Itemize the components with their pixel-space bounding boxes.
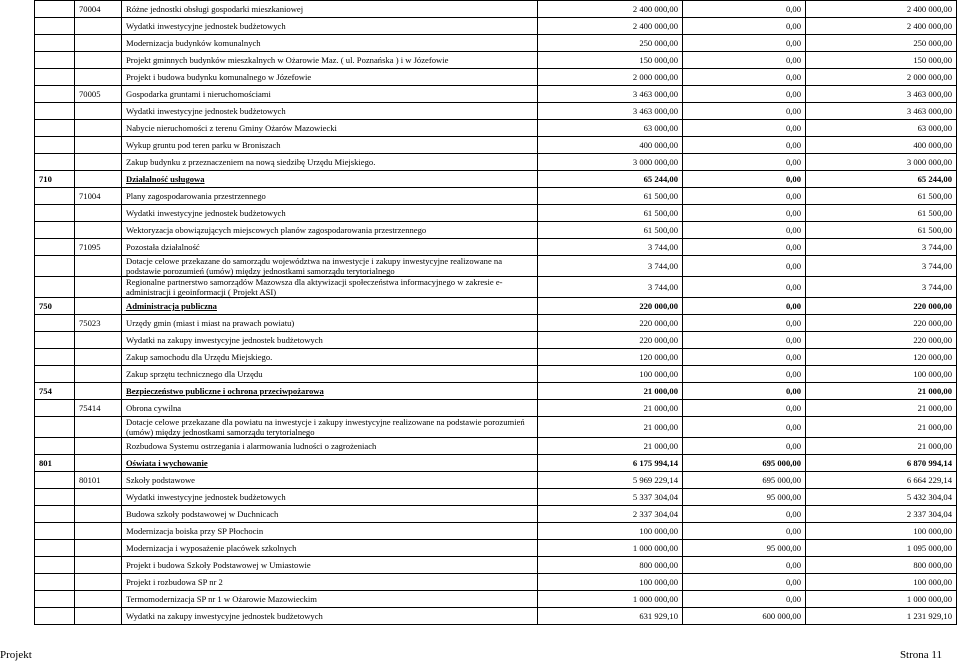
amount-after-cell: 3 744,00 — [806, 256, 957, 277]
amount-plan-cell: 3 744,00 — [538, 277, 683, 298]
dz-cell: 750 — [35, 298, 75, 315]
amount-after-cell: 120 000,00 — [806, 349, 957, 366]
amount-plan-cell: 631 929,10 — [538, 608, 683, 625]
amount-change-cell: 0,00 — [683, 574, 806, 591]
amount-change-cell: 0,00 — [683, 69, 806, 86]
description-cell: Rozbudowa Systemu ostrzegania i alarmowania ludności o zagrożeniach — [122, 438, 538, 455]
dz-cell — [35, 417, 75, 438]
rz-cell — [75, 52, 122, 69]
rz-cell — [75, 332, 122, 349]
dz-cell — [35, 489, 75, 506]
description-cell: Wydatki inwestycyjne jednostek budżetowych — [122, 205, 538, 222]
description-cell: Wydatki inwestycyjne jednostek budżetowych — [122, 18, 538, 35]
subsection-row — [35, 1, 957, 18]
amount-plan-cell: 63 000,00 — [538, 120, 683, 137]
amount-after-cell: 220 000,00 — [806, 298, 957, 315]
rz-cell: 75023 — [75, 315, 122, 332]
dz-cell: 710 — [35, 171, 75, 188]
dz-cell: 801 — [35, 455, 75, 472]
table-row — [35, 332, 957, 349]
rz-cell: 71004 — [75, 188, 122, 205]
dz-cell — [35, 52, 75, 69]
amount-after-cell: 3 744,00 — [806, 277, 957, 298]
amount-change-cell: 0,00 — [683, 35, 806, 52]
amount-change-cell: 0,00 — [683, 171, 806, 188]
rz-cell — [75, 574, 122, 591]
table-row — [35, 154, 957, 171]
amount-after-cell: 150 000,00 — [806, 52, 957, 69]
dz-cell — [35, 332, 75, 349]
amount-change-cell: 0,00 — [683, 438, 806, 455]
description-cell: Szkoły podstawowe — [122, 472, 538, 489]
description-cell: Projekt i budowa budynku komunalnego w Józefowie — [122, 69, 538, 86]
amount-plan-cell: 100 000,00 — [538, 574, 683, 591]
amount-plan-cell: 2 000 000,00 — [538, 69, 683, 86]
table-row — [35, 366, 957, 383]
rz-cell — [75, 540, 122, 557]
description-cell: Projekt gminnych budynków mieszkalnych w Ożarowie Maz. ( ul. Poznańska ) i w Józefowie — [122, 52, 538, 69]
description-cell: Wydatki inwestycyjne jednostek budżetowych — [122, 489, 538, 506]
amount-plan-cell: 220 000,00 — [538, 332, 683, 349]
amount-plan-cell: 3 463 000,00 — [538, 86, 683, 103]
dz-cell — [35, 472, 75, 489]
amount-change-cell: 0,00 — [683, 18, 806, 35]
amount-plan-cell: 3 463 000,00 — [538, 103, 683, 120]
amount-plan-cell: 61 500,00 — [538, 205, 683, 222]
amount-after-cell: 1 000 000,00 — [806, 591, 957, 608]
rz-cell — [75, 205, 122, 222]
description-cell: Działalność usługowa — [122, 171, 538, 188]
amount-change-cell: 0,00 — [683, 137, 806, 154]
amount-after-cell: 65 244,00 — [806, 171, 957, 188]
amount-change-cell: 0,00 — [683, 205, 806, 222]
dz-cell — [35, 315, 75, 332]
rz-cell — [75, 557, 122, 574]
amount-plan-cell: 6 175 994,14 — [538, 455, 683, 472]
rz-cell — [75, 349, 122, 366]
amount-after-cell: 5 432 304,04 — [806, 489, 957, 506]
amount-change-cell: 0,00 — [683, 86, 806, 103]
rz-cell — [75, 120, 122, 137]
amount-after-cell: 800 000,00 — [806, 557, 957, 574]
description-cell: Bezpieczeństwo publiczne i ochrona przeciwpożarowa — [122, 383, 538, 400]
dz-cell — [35, 188, 75, 205]
rz-cell — [75, 222, 122, 239]
rz-cell: 75414 — [75, 400, 122, 417]
amount-change-cell: 0,00 — [683, 383, 806, 400]
table-row — [35, 256, 957, 277]
dz-cell — [35, 277, 75, 298]
table-row — [35, 591, 957, 608]
description-cell: Dotacje celowe przekazane do samorządu województwa na inwestycje i zakupy inwestycyjne realizowane na podstawie porozumień (umów) między jednostkami samorządu terytorialnego — [122, 256, 538, 277]
amount-after-cell: 220 000,00 — [806, 315, 957, 332]
rz-cell — [75, 137, 122, 154]
table-row — [35, 103, 957, 120]
amount-after-cell: 3 463 000,00 — [806, 86, 957, 103]
amount-after-cell: 400 000,00 — [806, 137, 957, 154]
amount-plan-cell: 220 000,00 — [538, 315, 683, 332]
amount-plan-cell: 61 500,00 — [538, 222, 683, 239]
description-cell: Wydatki na zakupy inwestycyjne jednostek budżetowych — [122, 332, 538, 349]
subsection-row — [35, 472, 957, 489]
rz-cell — [75, 298, 122, 315]
rz-cell — [75, 383, 122, 400]
amount-plan-cell: 3 000 000,00 — [538, 154, 683, 171]
section-row — [35, 383, 957, 400]
dz-cell — [35, 438, 75, 455]
description-cell: Projekt i rozbudowa SP nr 2 — [122, 574, 538, 591]
amount-after-cell: 3 000 000,00 — [806, 154, 957, 171]
dz-cell — [35, 557, 75, 574]
amount-change-cell: 0,00 — [683, 400, 806, 417]
amount-plan-cell: 61 500,00 — [538, 188, 683, 205]
amount-plan-cell: 65 244,00 — [538, 171, 683, 188]
rz-cell — [75, 366, 122, 383]
section-row — [35, 455, 957, 472]
description-cell: Pozostała działalność — [122, 239, 538, 256]
dz-cell — [35, 366, 75, 383]
amount-plan-cell: 100 000,00 — [538, 523, 683, 540]
description-cell: Zakup samochodu dla Urzędu Miejskiego. — [122, 349, 538, 366]
amount-after-cell: 2 400 000,00 — [806, 1, 957, 18]
dz-cell — [35, 222, 75, 239]
rz-cell: 71095 — [75, 239, 122, 256]
amount-plan-cell: 3 744,00 — [538, 239, 683, 256]
dz-cell: 754 — [35, 383, 75, 400]
subsection-row — [35, 239, 957, 256]
rz-cell — [75, 103, 122, 120]
amount-change-cell: 0,00 — [683, 256, 806, 277]
table-row — [35, 222, 957, 239]
rz-cell: 70004 — [75, 1, 122, 18]
amount-after-cell: 21 000,00 — [806, 417, 957, 438]
footer-project-label: Projekt — [0, 649, 32, 661]
amount-change-cell: 0,00 — [683, 591, 806, 608]
description-cell: Wydatki na zakupy inwestycyjne jednostek budżetowych — [122, 608, 538, 625]
table-row — [35, 489, 957, 506]
table-row — [35, 540, 957, 557]
dz-cell — [35, 137, 75, 154]
dz-cell — [35, 69, 75, 86]
section-row — [35, 171, 957, 188]
amount-plan-cell: 5 969 229,14 — [538, 472, 683, 489]
amount-change-cell: 0,00 — [683, 120, 806, 137]
amount-change-cell: 0,00 — [683, 349, 806, 366]
table-row — [35, 349, 957, 366]
subsection-row — [35, 86, 957, 103]
table-row — [35, 506, 957, 523]
rz-cell — [75, 489, 122, 506]
amount-change-cell: 695 000,00 — [683, 472, 806, 489]
description-cell: Obrona cywilna — [122, 400, 538, 417]
amount-plan-cell: 21 000,00 — [538, 383, 683, 400]
table-row — [35, 205, 957, 222]
amount-after-cell: 250 000,00 — [806, 35, 957, 52]
amount-plan-cell: 21 000,00 — [538, 400, 683, 417]
dz-cell — [35, 591, 75, 608]
amount-plan-cell: 3 744,00 — [538, 256, 683, 277]
amount-after-cell: 1 231 929,10 — [806, 608, 957, 625]
section-row — [35, 298, 957, 315]
amount-change-cell: 0,00 — [683, 506, 806, 523]
rz-cell — [75, 18, 122, 35]
table-row — [35, 120, 957, 137]
amount-after-cell: 21 000,00 — [806, 438, 957, 455]
rz-cell — [75, 69, 122, 86]
rz-cell — [75, 523, 122, 540]
amount-change-cell: 0,00 — [683, 239, 806, 256]
rz-cell — [75, 35, 122, 52]
subsection-row — [35, 188, 957, 205]
amount-change-cell: 0,00 — [683, 298, 806, 315]
dz-cell — [35, 349, 75, 366]
amount-after-cell: 2 337 304,04 — [806, 506, 957, 523]
description-cell: Modernizacja i wyposażenie placówek szkolnych — [122, 540, 538, 557]
amount-plan-cell: 220 000,00 — [538, 298, 683, 315]
amount-after-cell: 63 000,00 — [806, 120, 957, 137]
dz-cell — [35, 523, 75, 540]
rz-cell — [75, 154, 122, 171]
description-cell: Wykup gruntu pod teren parku w Broniszach — [122, 137, 538, 154]
table-row — [35, 52, 957, 69]
description-cell: Urzędy gmin (miast i miast na prawach powiatu) — [122, 315, 538, 332]
description-cell: Plany zagospodarowania przestrzennego — [122, 188, 538, 205]
amount-change-cell: 0,00 — [683, 557, 806, 574]
amount-plan-cell: 2 400 000,00 — [538, 1, 683, 18]
amount-change-cell: 0,00 — [683, 523, 806, 540]
dz-cell — [35, 506, 75, 523]
rz-cell — [75, 506, 122, 523]
rz-cell — [75, 277, 122, 298]
amount-after-cell: 6 870 994,14 — [806, 455, 957, 472]
amount-after-cell: 21 000,00 — [806, 400, 957, 417]
table-row — [35, 608, 957, 625]
dz-cell — [35, 256, 75, 277]
amount-after-cell: 61 500,00 — [806, 222, 957, 239]
amount-plan-cell: 100 000,00 — [538, 366, 683, 383]
description-cell: Projekt i budowa Szkoły Podstawowej w Umiastowie — [122, 557, 538, 574]
amount-change-cell: 0,00 — [683, 222, 806, 239]
amount-plan-cell: 250 000,00 — [538, 35, 683, 52]
amount-after-cell: 3 744,00 — [806, 239, 957, 256]
table-row — [35, 35, 957, 52]
amount-change-cell: 95 000,00 — [683, 489, 806, 506]
budget-table — [34, 0, 957, 625]
amount-change-cell: 695 000,00 — [683, 455, 806, 472]
description-cell: Zakup budynku z przeznaczeniem na nową siedzibę Urzędu Miejskiego. — [122, 154, 538, 171]
dz-cell — [35, 120, 75, 137]
amount-plan-cell: 1 000 000,00 — [538, 540, 683, 557]
description-cell: Modernizacja boiska przy SP Płochocin — [122, 523, 538, 540]
amount-after-cell: 100 000,00 — [806, 574, 957, 591]
description-cell: Oświata i wychowanie — [122, 455, 538, 472]
table-row — [35, 277, 957, 298]
table-row — [35, 523, 957, 540]
amount-after-cell: 6 664 229,14 — [806, 472, 957, 489]
amount-after-cell: 100 000,00 — [806, 366, 957, 383]
rz-cell — [75, 608, 122, 625]
amount-plan-cell: 120 000,00 — [538, 349, 683, 366]
description-cell: Termomodernizacja SP nr 1 w Ożarowie Mazowieckim — [122, 591, 538, 608]
dz-cell — [35, 86, 75, 103]
amount-after-cell: 2 000 000,00 — [806, 69, 957, 86]
description-cell: Regionalne partnerstwo samorządów Mazowsza dla aktywizacji społeczeństwa informacyjnego w zakresie e-administracji i geoinformacji ( Projekt ASI) — [122, 277, 538, 298]
subsection-row — [35, 400, 957, 417]
amount-after-cell: 100 000,00 — [806, 523, 957, 540]
rz-cell: 70005 — [75, 86, 122, 103]
dz-cell — [35, 540, 75, 557]
description-cell: Wektoryzacja obowiązujących miejscowych planów zagospodarowania przestrzennego — [122, 222, 538, 239]
amount-plan-cell: 2 337 304,04 — [538, 506, 683, 523]
dz-cell — [35, 574, 75, 591]
amount-plan-cell: 1 000 000,00 — [538, 591, 683, 608]
amount-after-cell: 61 500,00 — [806, 205, 957, 222]
dz-cell — [35, 1, 75, 18]
subsection-row — [35, 315, 957, 332]
description-cell: Wydatki inwestycyjne jednostek budżetowych — [122, 103, 538, 120]
dz-cell — [35, 608, 75, 625]
amount-change-cell: 95 000,00 — [683, 540, 806, 557]
dz-cell — [35, 103, 75, 120]
description-cell: Nabycie nieruchomości z terenu Gminy Ożarów Mazowiecki — [122, 120, 538, 137]
table-row — [35, 557, 957, 574]
table-row — [35, 417, 957, 438]
dz-cell — [35, 18, 75, 35]
amount-after-cell: 61 500,00 — [806, 188, 957, 205]
description-cell: Administracja publiczna — [122, 298, 538, 315]
amount-change-cell: 600 000,00 — [683, 608, 806, 625]
amount-change-cell: 0,00 — [683, 332, 806, 349]
dz-cell — [35, 154, 75, 171]
rz-cell — [75, 455, 122, 472]
footer-page-number: Strona 11 — [899, 649, 942, 661]
table-row — [35, 438, 957, 455]
description-cell: Zakup sprzętu technicznego dla Urzędu — [122, 366, 538, 383]
amount-plan-cell: 2 400 000,00 — [538, 18, 683, 35]
rz-cell: 80101 — [75, 472, 122, 489]
rz-cell — [75, 171, 122, 188]
dz-cell — [35, 205, 75, 222]
amount-after-cell: 21 000,00 — [806, 383, 957, 400]
amount-plan-cell: 400 000,00 — [538, 137, 683, 154]
amount-change-cell: 0,00 — [683, 277, 806, 298]
amount-change-cell: 0,00 — [683, 103, 806, 120]
amount-change-cell: 0,00 — [683, 188, 806, 205]
amount-after-cell: 3 463 000,00 — [806, 103, 957, 120]
rz-cell — [75, 591, 122, 608]
amount-change-cell: 0,00 — [683, 154, 806, 171]
description-cell: Różne jednostki obsługi gospodarki mieszkaniowej — [122, 1, 538, 18]
amount-plan-cell: 21 000,00 — [538, 417, 683, 438]
rz-cell — [75, 256, 122, 277]
rz-cell — [75, 438, 122, 455]
dz-cell — [35, 35, 75, 52]
dz-cell — [35, 400, 75, 417]
amount-change-cell: 0,00 — [683, 366, 806, 383]
rz-cell — [75, 417, 122, 438]
amount-plan-cell: 5 337 304,04 — [538, 489, 683, 506]
amount-after-cell: 1 095 000,00 — [806, 540, 957, 557]
amount-change-cell: 0,00 — [683, 52, 806, 69]
amount-change-cell: 0,00 — [683, 1, 806, 18]
amount-after-cell: 2 400 000,00 — [806, 18, 957, 35]
table-row — [35, 69, 957, 86]
table-row — [35, 574, 957, 591]
dz-cell — [35, 239, 75, 256]
table-row — [35, 137, 957, 154]
table-row — [35, 18, 957, 35]
amount-plan-cell: 21 000,00 — [538, 438, 683, 455]
description-cell: Budowa szkoły podstawowej w Duchnicach — [122, 506, 538, 523]
amount-change-cell: 0,00 — [683, 315, 806, 332]
amount-plan-cell: 150 000,00 — [538, 52, 683, 69]
description-cell: Dotacje celowe przekazane dla powiatu na inwestycje i zakupy inwestycyjne realizowane na podstawie porozumień (umów) między jednostkami samorządu terytorialnego — [122, 417, 538, 438]
amount-after-cell: 220 000,00 — [806, 332, 957, 349]
description-cell: Gospodarka gruntami i nieruchomościami — [122, 86, 538, 103]
amount-change-cell: 0,00 — [683, 417, 806, 438]
description-cell: Modernizacja budynków komunalnych — [122, 35, 538, 52]
amount-plan-cell: 800 000,00 — [538, 557, 683, 574]
